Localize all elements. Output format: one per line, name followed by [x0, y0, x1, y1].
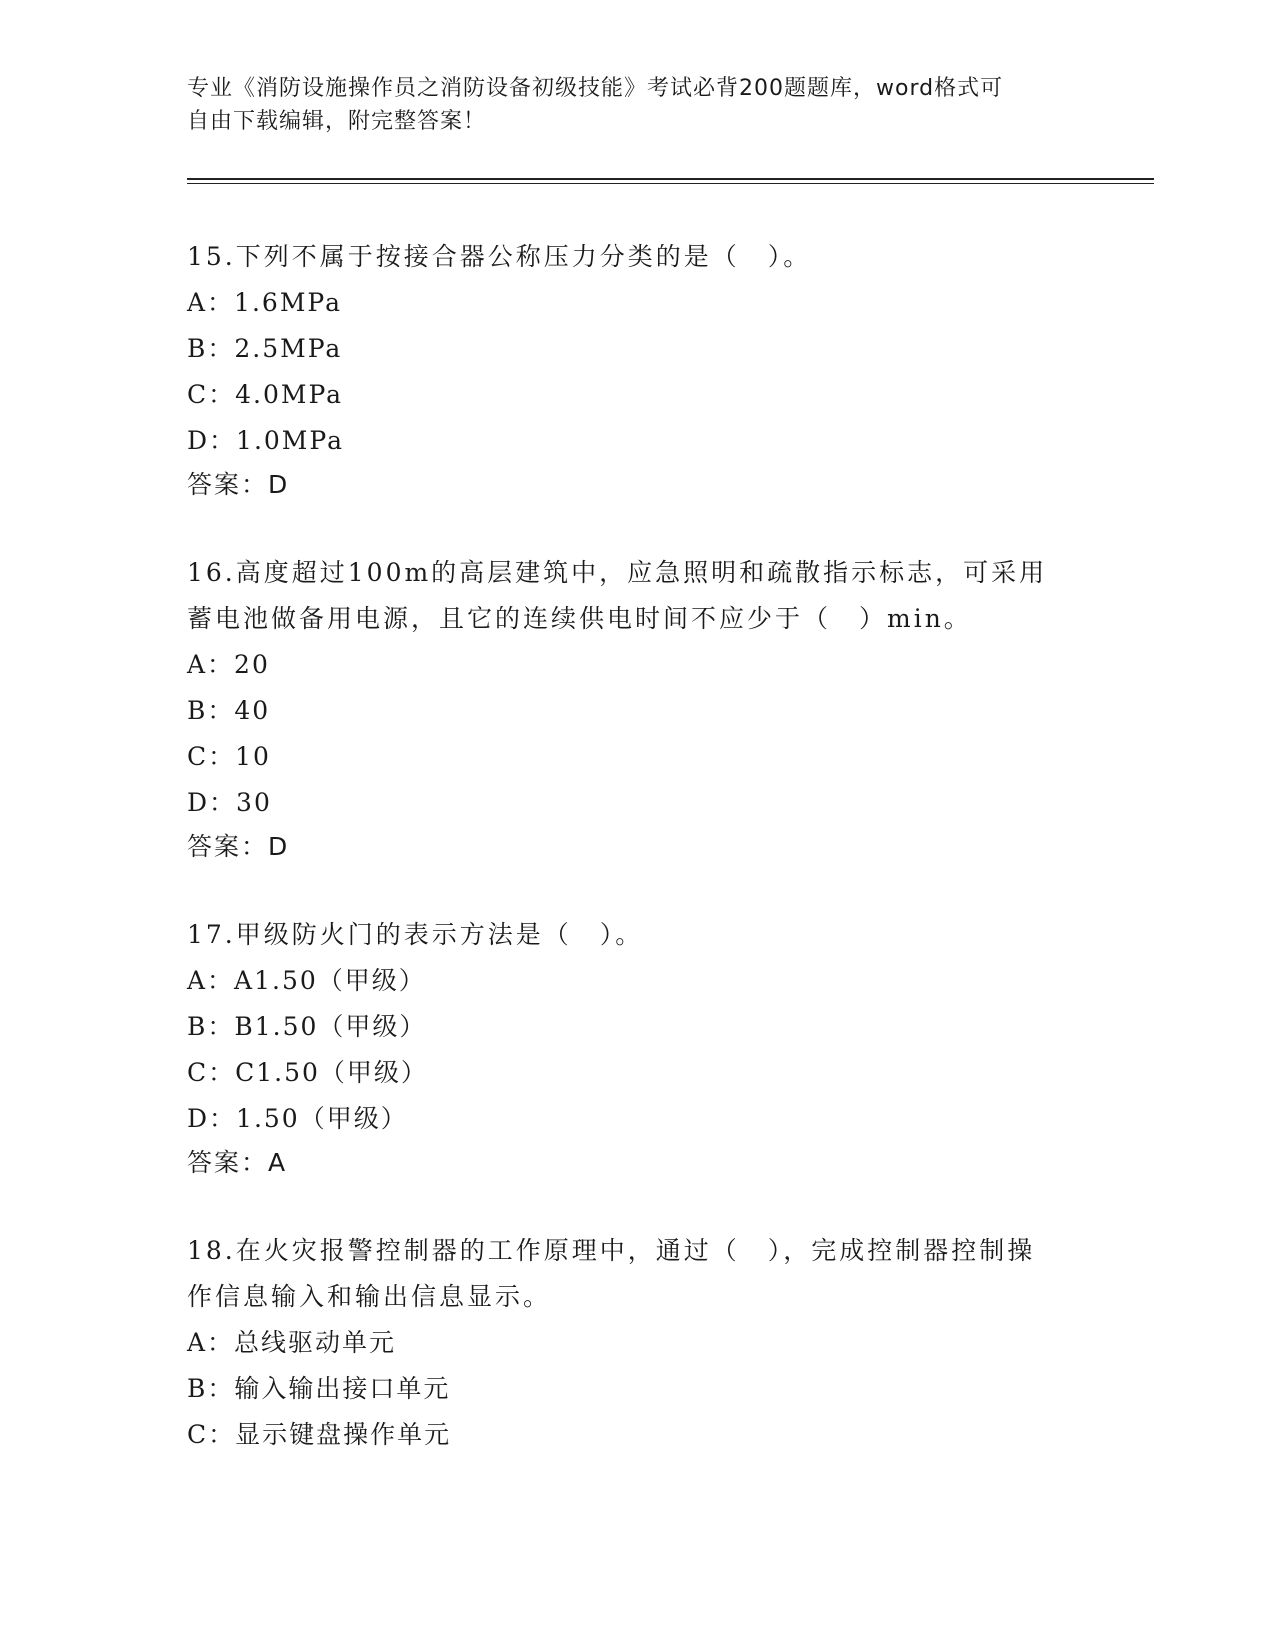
- question-stem-line: 15.下列不属于按接合器公称压力分类的是（ ）。: [187, 242, 812, 271]
- option-d: D：1.50（甲级）: [187, 1104, 408, 1133]
- question-spacer: [187, 1184, 1087, 1228]
- question-spacer: [187, 868, 1087, 912]
- option-a: A：总线驱动单元: [187, 1328, 397, 1357]
- answer: 答案：D: [187, 832, 290, 861]
- question-stem-line: 17.甲级防火门的表示方法是（ ）。: [187, 920, 644, 949]
- question-17: [187, 912, 1087, 1184]
- question-stem-line: 16.高度超过100m的高层建筑中，应急照明和疏散指示标志，可采用: [187, 558, 1048, 587]
- header-line-2: 自由下载编辑，附完整答案！: [187, 109, 487, 134]
- question-18: [187, 1228, 1087, 1458]
- question-16: [187, 550, 1087, 868]
- option-a: A：20: [187, 650, 270, 679]
- question-stem-line: 蓄电池做备用电源，且它的连续供电时间不应少于（ ）min。: [187, 604, 972, 633]
- question-spacer: [187, 506, 1087, 550]
- option-b: B：2.5MPa: [187, 334, 343, 363]
- option-c: C：显示键盘操作单元: [187, 1420, 452, 1449]
- question-15: [187, 234, 1087, 506]
- option-b: B：40: [187, 696, 271, 725]
- option-c: C：10: [187, 742, 271, 771]
- question-stem-line: 18.在火灾报警控制器的工作原理中，通过（ ），完成控制器控制操: [187, 1236, 1036, 1265]
- option-b: B：输入输出接口单元: [187, 1374, 451, 1403]
- header-line-1: 专业《消防设施操作员之消防设备初级技能》考试必背200题题库，word格式可: [187, 76, 1004, 101]
- document-header: [187, 72, 1067, 138]
- question-stem-line: 作信息输入和输出信息显示。: [187, 1282, 552, 1311]
- header-divider-thin: [187, 183, 1154, 184]
- question-stem: [187, 234, 1087, 280]
- option-b: B：B1.50（甲级）: [187, 1012, 427, 1041]
- option-a: A：1.6MPa: [187, 288, 343, 317]
- header-divider-thick: [187, 178, 1154, 180]
- question-list: [187, 234, 1087, 1458]
- answer: 答案：D: [187, 470, 290, 499]
- option-d: D：1.0MPa: [187, 426, 345, 455]
- option-c: C：C1.50（甲级）: [187, 1058, 428, 1087]
- question-stem: [187, 1228, 1087, 1320]
- option-a: A：A1.50（甲级）: [187, 966, 426, 995]
- option-c: C：4.0MPa: [187, 380, 344, 409]
- answer: 答案：A: [187, 1148, 288, 1177]
- question-stem: [187, 550, 1087, 642]
- question-stem: [187, 912, 1087, 958]
- option-d: D：30: [187, 788, 272, 817]
